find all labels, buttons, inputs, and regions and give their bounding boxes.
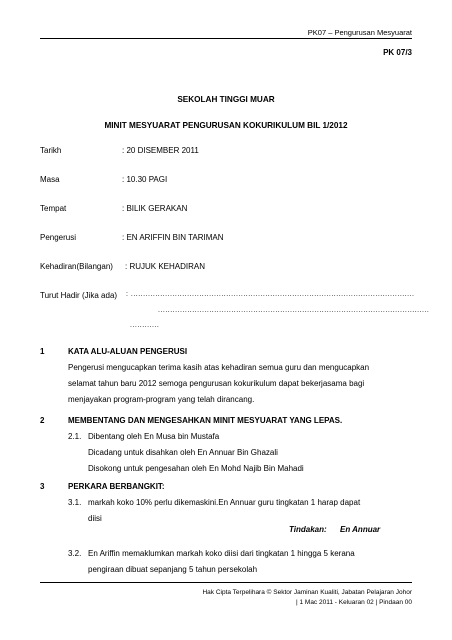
doc-reference: PK07 – Pengurusan Mesyuarat [307, 28, 412, 37]
section-2-title: MEMBENTANG DAN MENGESAHKAN MINIT MESYUARAT YANG LEPAS. [68, 416, 343, 425]
section-3-1-line-1: markah koko 10% perlu dikemaskini.En Annuar guru tingkatan 1 harap dapat [88, 498, 361, 507]
header-divider [40, 38, 412, 39]
info-value-tempat: : BILIK GERAKAN [122, 204, 188, 213]
section-2-line-2: Dicadang untuk disahkan oleh En Annuar Bin Ghazali [88, 448, 278, 457]
info-label-kehadiran: Kehadiran(Bilangan) [40, 262, 113, 271]
section-2-number: 2 [40, 416, 45, 425]
section-1-number: 1 [40, 347, 45, 356]
section-3-1-number: 3.1. [68, 498, 82, 507]
section-3-2-line-2: pengiraan dibuat sepanjang 5 tahun persekolah [88, 565, 258, 574]
section-3-number: 3 [40, 482, 45, 491]
info-value-masa: : 10.30 PAGI [122, 175, 168, 184]
turut-hadir-label: Turut Hadir (Jika ada) [40, 291, 118, 300]
turut-hadir-line-1: : .................................................................................................................... [126, 291, 415, 298]
info-label-masa: Masa [40, 175, 60, 184]
turut-hadir-line-3: ............ [130, 322, 160, 329]
section-2-item-number: 2.1. [68, 432, 82, 441]
info-value-kehadiran: : RUJUK KEHADIRAN [125, 262, 206, 271]
info-label-pengerusi: Pengerusi [40, 233, 77, 242]
info-label-tempat: Tempat [40, 204, 67, 213]
footer-divider [40, 582, 412, 583]
section-3-1-line-2: diisi [88, 514, 102, 523]
school-name: SEKOLAH TINGGI MUAR [177, 95, 275, 104]
section-1-title: KATA ALU-ALUAN PENGERUSI [68, 347, 188, 356]
tindakan-label: Tindakan: [289, 525, 327, 534]
meeting-title: MINIT MESYUARAT PENGURUSAN KOKURIKULUM BIL 1/2012 [104, 121, 348, 130]
section-2-line-3: Disokong untuk pengesahan oleh En Mohd Najib Bin Mahadi [88, 464, 304, 473]
section-2-line-1: Dibentang oleh En Musa bin Mustafa [88, 432, 220, 441]
section-1-line-2: selamat tahun baru 2012 semoga pengurusan kokurikulum dapat bekerjasama bagi [68, 379, 365, 388]
section-1-line-3: menjayakan program-program yang telah dirancang. [68, 395, 255, 404]
section-3-2-line-1: En Ariffin memaklumkan markah koko diisi dari tingkatan 1 hingga 5 kerana [88, 549, 355, 558]
info-value-tarikh: : 20 DISEMBER 2011 [122, 146, 199, 155]
info-value-pengerusi: : EN ARIFFIN BIN TARIMAN [122, 233, 224, 242]
section-1-line-1: Pengerusi mengucapkan terima kasih atas kehadiran semua guru dan mengucapkan [68, 363, 370, 372]
section-3-2-number: 3.2. [68, 549, 82, 558]
info-label-tarikh: Tarikh [40, 146, 62, 155]
footer-revision: | 1 Mac 2011 - Keluaran 02 | Pindaan 00 [295, 599, 412, 606]
footer-copyright: Hak Cipta Terpelihara © Sektor Jaminan Kualiti, Jabatan Pelajaran Johor [202, 589, 412, 596]
turut-hadir-line-2: ............................................................................................................... [158, 307, 430, 314]
tindakan-value: En Annuar [340, 525, 381, 534]
section-3-title: PERKARA BERBANGKIT: [68, 482, 165, 491]
page-code: PK 07/3 [383, 48, 412, 57]
